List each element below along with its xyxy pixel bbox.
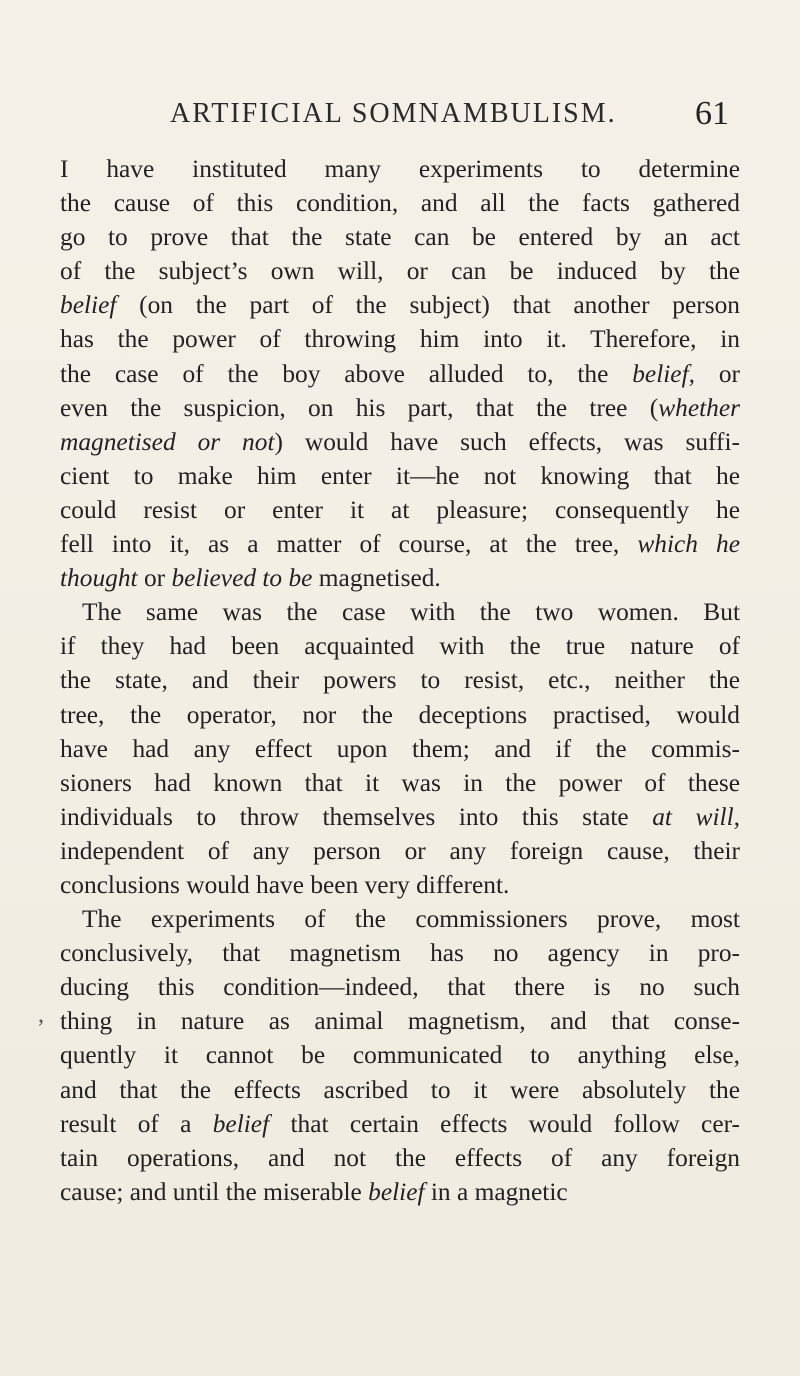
text-run: I have instituted many experiments to determine [60,155,740,183]
margin-mark: , [38,1002,44,1028]
text-run: (on the part of the subject) that another person [116,291,740,320]
text-run: cause; and until the miserable [60,1177,369,1206]
italic-text: belief, [632,359,695,388]
text-line [60,459,740,493]
text-line [60,834,740,868]
text-line [60,561,740,595]
text-line [60,902,740,936]
text-line [60,527,740,561]
running-head: ARTIFICIAL SOMNAMBULISM. [170,98,617,129]
text-line [60,1141,740,1175]
italic-text: at will, [652,802,740,831]
text-run: independent of any person or any foreign cause, their [60,836,740,865]
text-run: individuals to throw themselves into this state [60,802,653,831]
text-line [60,186,740,220]
text-run: ) would have such effects, was suffi- [274,427,740,456]
text-run: of the subject’s own will, or can be induced by the [60,257,740,286]
text-run: conclusively, that magnetism has no agency in pro- [60,939,740,968]
text-run: the case of the boy above alluded to, the [60,359,633,388]
text-line [60,800,740,834]
text-line [60,868,740,902]
text-line [60,663,740,697]
text-run: go to prove that the state can be entered by an act [60,223,740,252]
body-text [60,152,740,1209]
text-line [60,698,740,732]
text-run: quently it cannot be communicated to anything else, [60,1041,740,1070]
text-run: that certain effects would follow cer- [269,1109,740,1138]
text-run: tain operations, and not the effects of any foreign [60,1143,740,1172]
text-run: or [137,564,172,593]
text-run: the cause of this condition, and all the facts gathered [60,189,740,218]
page-header [0,94,800,134]
italic-text: belief [368,1177,425,1206]
text-line [60,1073,740,1107]
text-run: tree, the operator, nor the deceptions practised, would [60,700,740,729]
text-line [60,254,740,288]
text-run: ducing this condition—indeed, that there is no such [60,973,740,1002]
text-run: thing in nature as animal magnetism, and that conse- [60,1007,740,1036]
page-number: 61 [695,95,729,132]
text-line [60,936,740,970]
text-line [60,1175,740,1209]
text-line [60,1107,740,1141]
text-run: or [694,359,740,388]
text-line [60,357,740,391]
italic-text: magnetised or not [60,427,275,456]
italic-text: which he [637,530,740,559]
italic-text: whether [658,393,740,422]
text-run: result of a [60,1109,213,1138]
text-run: the state, and their powers to resist, etc., neither the [60,666,740,695]
italic-text: belief [60,291,117,320]
italic-text: believed to be [171,564,313,593]
italic-text: belief [212,1109,270,1138]
text-run: conclusions would have been very different. [60,870,510,899]
text-line [60,1038,740,1072]
text-run: in a magnetic [424,1177,568,1206]
italic-text: thought [60,564,138,593]
text-run: The experiments of the commissioners prove, most [82,905,740,934]
text-line [60,732,740,766]
text-run: sioners had known that it was in the power of these [60,768,740,797]
text-run: have had any effect upon them; and if the commis- [60,734,740,763]
text-line [60,493,740,527]
text-line [60,595,740,629]
text-line [60,1004,740,1038]
text-run: cient to make him enter it—he not knowing that he [60,461,740,490]
text-line [60,391,740,425]
text-run: could resist or enter it at pleasure; consequently he [60,495,740,524]
text-run: if they had been acquainted with the true nature of [60,632,740,661]
text-line [60,425,740,459]
text-line [60,970,740,1004]
text-run: fell into it, as a matter of course, at the tree, [60,530,638,559]
text-line [60,629,740,663]
text-line [60,220,740,254]
text-run: magnetised. [312,564,441,593]
text-line [60,322,740,356]
text-run: and that the effects ascribed to it were absolutely the [60,1075,740,1104]
text-line [60,152,740,186]
text-run: has the power of throwing him into it. Therefore, in [60,325,740,354]
text-run: The same was the case with the two women. But [82,598,740,627]
text-line [60,288,740,322]
text-run: even the suspicion, on his part, that the tree ( [60,393,659,422]
text-line [60,766,740,800]
